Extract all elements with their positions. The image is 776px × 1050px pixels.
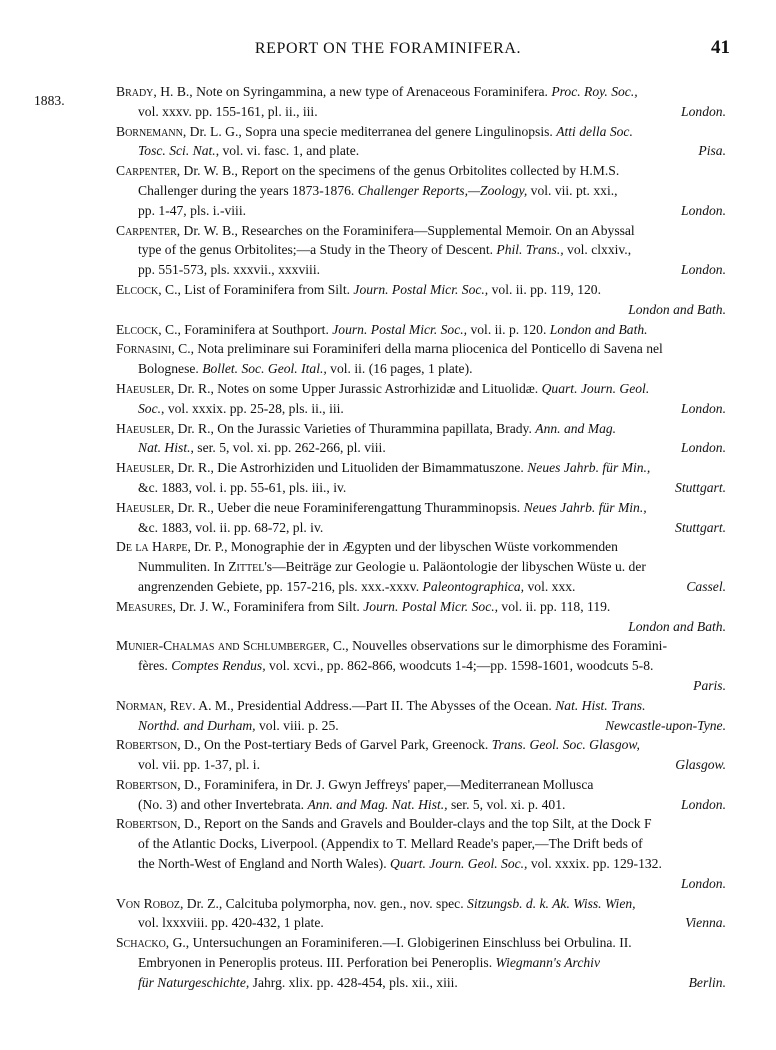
line-text [138,856,662,871]
journal-title: Bollet. Soc. Geol. Ital., [202,361,327,377]
entry-line [116,696,726,716]
line-text [628,619,726,634]
journal-title: Ann. and Mag. [535,420,617,436]
citation-text: , D., Foraminifera, in Dr. J. Gwyn Jeffreys' paper,—Mediterranean Mollusca [177,776,594,792]
line-text [138,440,386,455]
citation-text: , D., On the Post-tertiary Beds of Garvel Park, Greenock. [177,737,492,753]
entry-line [116,854,726,874]
citation-text: vol. vii. pp. 1-37, pl. i. [138,757,260,773]
line-text [116,322,648,337]
year-label: 1883. [34,93,65,108]
author-name: Haeusler [116,420,171,436]
author-name: Elcock [116,281,159,297]
citation-text: fères. [138,658,172,674]
publication-place: Berlin. [688,974,726,990]
citation-text: vol. ii. pp. 118, 119. [498,598,611,614]
entry-line [116,973,726,993]
citation-text: &c. 1883, vol. ii. pp. 68-72, pl. iv. [138,519,324,535]
journal-title: Ann. and Mag. Nat. Hist., [307,796,448,812]
line-text [138,757,260,772]
citation-text: pp. 1-47, pls. i.-viii. [138,202,246,218]
bibliography-entry [116,161,726,220]
publication-place: London. [681,103,726,119]
line-text [138,104,318,119]
journal-title: Journ. Postal Micr. Soc., [332,321,468,337]
citation-text: , Dr. W. B., Report on the specimens of the genus Orbitolites collected by H.M.S. [176,163,620,179]
line-text [116,223,635,238]
line-text [116,638,667,653]
line-text [138,242,631,257]
entry-line [116,82,726,102]
line-text [138,797,565,812]
journal-title: Comptes Rendus, [171,658,266,674]
citation-text: A. M., Presidential Address.—Part II. The Abysses of the Ocean. [195,697,556,713]
entry-line [116,478,726,498]
publication-place: Cassel. [686,578,726,594]
line-text [116,381,649,396]
entry-line [116,339,726,359]
entry-line [116,874,726,894]
line-text [116,282,601,297]
citation-text: vol. xxx. [524,578,576,594]
citation-text: Nummuliten. In [138,559,229,575]
author-name: Munier-Chalmas and Schlumberger [116,638,327,654]
citation-text: , Dr. J. W., Foraminifera from Silt. [172,598,364,614]
publication-place: London. [681,440,726,456]
line-text [138,559,646,574]
publication-place: Pisa. [698,143,726,159]
line-text [116,500,647,515]
author-name: Bornemann [116,123,183,139]
bibliography-entry [116,122,726,162]
page-number: 41 [711,37,730,58]
citation-text: , Dr. W. B., Researches on the Foraminifera—Supplemental Memoir. On an Abyssal [176,222,635,238]
bibliography-entry [116,339,726,379]
citation-text: pp. 551-573, pls. xxxvii., xxxviii. [138,262,321,278]
running-title: REPORT ON THE FORAMINIFERA. [254,40,522,57]
citation-text: , Dr. R., Ueber die neue Foraminiferengattung Thuramminopsis. [170,499,524,515]
line-text [116,84,638,99]
line-text [138,183,618,198]
journal-title: Journ. Postal Micr. Soc., [353,281,489,297]
publication-place: London and Bath. [628,618,726,634]
line-text [116,421,616,436]
entry-line [116,894,726,914]
bibliography-entry [116,320,726,340]
bibliography-entry [116,419,726,459]
citation-text: Embryonen in Peneroplis proteus. III. Perforation bei Peneroplis. [138,955,496,971]
journal-title: Sitzungsb. d. k. Ak. Wiss. Wien, [467,895,636,911]
author-name: Fornasini [116,341,172,357]
author-name: Zittel [228,559,265,575]
bibliography-entry [116,498,726,538]
entry-line [116,161,726,181]
journal-title: Paleontographica, [422,578,525,594]
line-text [116,341,663,356]
entry-line [116,359,726,379]
entry-line [116,557,726,577]
line-text [138,579,575,594]
running-head [0,37,776,64]
citation-text: angrenzenden Gebiete, pp. 157-216, pls. xxx.-xxxv. [138,578,423,594]
line-text [138,975,458,990]
citation-text: vol. viii. p. 25. [255,717,339,733]
author-name: Haeusler [116,460,171,476]
entry-line [116,300,726,320]
citation-text: , Dr. L. G., Sopra una specie mediterranea del genere Lingulinopsis. [182,123,557,139]
author-name: Carpenter [116,163,177,179]
line-text [138,203,246,218]
publication-place: London. [681,262,726,278]
bibliography-entry [116,82,726,122]
line-text [138,401,344,416]
line-text [138,915,324,930]
entry-line [116,676,726,696]
journal-title: Nat. Hist. Trans. [555,697,646,713]
bibliography-list [116,82,726,993]
entry-line [116,240,726,260]
entry-line [116,716,726,736]
entry-line [116,597,726,617]
line-text [138,658,653,673]
entry-line [116,518,726,538]
author-name: Elcock [116,321,159,337]
author-name: Schacko [116,935,166,951]
entry-line [116,320,726,340]
publication-place: London and Bath. [628,301,726,317]
line-text [116,777,593,792]
entry-line [116,141,726,161]
entry-line [116,498,726,518]
entry-line [116,814,726,834]
entry-line [116,933,726,953]
publication-place: Vienna. [685,915,726,931]
citation-text: vol. xxxix. pp. 129-132. [527,856,662,872]
line-text [116,698,645,713]
citation-text: , H. B., Note on Syringammina, a new type of Arenaceous Foraminifera. [153,84,552,99]
entry-line [116,755,726,775]
citation-text: , D., Report on the Sands and Gravels and Boulder-clays and the top Silt, at the Dock F [177,816,652,832]
entry-line [116,102,726,122]
author-name: Measures [116,598,173,614]
bibliography-entry [116,814,726,893]
citation-text: , vol. xxxix. pp. 25-28, pls. ii., iii. [161,400,344,416]
entry-line [116,795,726,815]
citation-text: , C., Nota preliminare sui Foraminiferi della marna pliocenica del Ponticello di Savena nel [171,341,663,357]
citation-text: 's—Beiträge zur Geologie u. Paläontologie der libyschen Wüste u. der [264,559,646,575]
journal-title: Journ. Postal Micr. Soc., [363,598,499,614]
bibliography-entry [116,735,726,775]
entry-line [116,834,726,854]
entry-line [116,458,726,478]
entry-line [116,775,726,795]
publication-place: London. [681,400,726,416]
entry-line [116,735,726,755]
journal-title: Trans. Geol. Soc. Glasgow, [491,737,640,753]
line-text [116,163,619,178]
journal-title: Neues Jahrb. für Min., [523,499,647,515]
journal-title: Neues Jahrb. für Min., [527,460,651,476]
bibliography-entry [116,933,726,992]
bibliography-entry [116,894,726,934]
citation-text: vol. xcvi., pp. 862-866, woodcuts 1-4;—pp. 1598-1601, woodcuts 5-8. [265,658,654,674]
citation-text: ser. 5, vol. xi. p. 401. [447,796,566,812]
bibliography-entry [116,775,726,815]
bibliography-entry [116,379,726,419]
publication-place: Stuttgart. [675,519,726,535]
journal-title: Challenger Reports,—Zoology, [357,182,528,198]
entry-line [116,438,726,458]
line-text [116,896,636,911]
citation-text: of the Atlantic Docks, Liverpool. (Appendix to T. Mellard Reade's paper,—The Drift beds of [138,836,643,852]
citation-text: , C., Foraminifera at Southport. [158,321,333,337]
line-text [138,836,643,851]
line-text [116,737,640,752]
citation-text: , ser. 5, vol. xi. pp. 262-266, pl. viii. [190,440,386,456]
entry-line [116,379,726,399]
line-text [693,678,726,693]
bibliography-entry [116,458,726,498]
journal-title: Quart. Journ. Geol. Soc., [390,856,528,872]
publication-place: Newcastle-upon-Tyne. [605,717,726,733]
bibliography-entry [116,221,726,280]
journal-title: für Naturgeschichte, [138,974,250,990]
entry-line [116,122,726,142]
citation-text: &c. 1883, vol. i. pp. 55-61, pls. iii., iv. [138,479,347,495]
bibliography-entry [116,696,726,736]
citation-text: (No. 3) and other Invertebrata. [138,796,308,812]
author-name: Robertson [116,816,178,832]
entry-line [116,953,726,973]
citation-text: vol. ii. (16 pages, 1 plate). [326,361,473,377]
author-name: Brady [116,84,154,99]
citation-text: type of the genus Orbitolites;—a Study in the Theory of Descent. [138,242,497,258]
entry-line [116,617,726,637]
entry-line [116,201,726,221]
bibliography-entry [116,537,726,596]
citation-text: vol. clxxiv., [563,242,632,258]
bibliography-entry [116,597,726,637]
citation-text: vol. vii. pt. xxi., [527,182,618,198]
author-name: Carpenter [116,222,177,238]
citation-text: vol. lxxxviii. pp. 420-432, 1 plate. [138,915,324,931]
journal-title: London and Bath. [549,321,648,337]
line-text [138,262,320,277]
author-name: Haeusler [116,499,171,515]
publication-place: Glasgow. [675,757,726,773]
publication-place: London. [681,875,726,891]
citation-text: , Dr. R., Notes on some Upper Jurassic Astrorhizidæ and Lituolidæ. [170,380,542,396]
citation-text: , G., Untersuchungen an Foraminiferen.—I. Globigerinen Einschluss bei Orbulina. II. [165,935,632,951]
citation-text: , C., List of Foraminifera from Silt. [158,281,354,297]
author-name: Von Roboz [116,895,180,911]
line-text [138,520,323,535]
journal-title: Northd. and Durham, [138,717,256,733]
journal-title: Proc. Roy. Soc., [551,84,638,99]
citation-text: vol. xxxv. pp. 155-161, pl. ii., iii. [138,103,318,119]
journal-title: Atti della Soc. [556,123,633,139]
bibliography-entry [116,280,726,320]
publication-place: Stuttgart. [675,479,726,495]
line-text [116,935,632,950]
publication-place: Paris. [693,677,726,693]
entry-line [116,537,726,557]
citation-text: the North-West of England and North Wales). [138,856,391,872]
line-text [116,460,650,475]
citation-text: , Dr. P., Monographie der in Ægypten und der libyschen Wüste vorkommenden [187,539,618,555]
journal-title: Phil. Trans., [496,242,564,258]
author-name: Robertson [116,737,178,753]
citation-text: vol. ii. p. 120. [467,321,550,337]
line-text [138,480,346,495]
citation-text: , Dr. R., On the Jurassic Varieties of Thurammina papillata, Brady. [170,420,536,436]
citation-text: Jahrg. xlix. pp. 428-454, pls. xii., xiii. [249,974,458,990]
line-text [116,124,633,139]
entry-line [116,399,726,419]
journal-title: Wiegmann's Archiv [495,955,600,971]
line-text [681,876,726,891]
line-text [138,955,600,970]
entry-line [116,656,726,676]
journal-title: Soc. [138,400,162,416]
citation-text: , C., Nouvelles observations sur le dimorphisme des Foramini- [326,638,667,654]
publication-place: London. [681,796,726,812]
citation-text: , Dr. Z., Calcituba polymorpha, nov. gen., nov. spec. [179,895,468,911]
publication-place: London. [681,202,726,218]
entry-line [116,913,726,933]
line-text [116,539,618,554]
line-text [138,361,473,376]
entry-line [116,221,726,241]
citation-text: , Dr. R., Die Astrorhiziden und Lituoliden der Bimammatuszone. [170,460,528,476]
citation-text: Challenger during the years 1873-1876. [138,182,358,198]
author-name: De la Harpe [116,539,188,555]
journal-title: Quart. Journ. Geol. [541,380,650,396]
line-text [138,143,359,158]
citation-text: Bolognese. [138,361,203,377]
entry-line [116,419,726,439]
citation-text: vol. ii. pp. 119, 120. [488,281,601,297]
author-name: Haeusler [116,380,171,396]
entry-line [116,181,726,201]
bibliography-entry [116,636,726,695]
entry-line [116,280,726,300]
line-text [628,302,726,317]
citation-text: , vol. vi. fasc. 1, and plate. [215,143,360,159]
journal-title: Tosc. Sci. Nat. [138,143,216,159]
author-name: Robertson [116,776,178,792]
entry-line [116,577,726,597]
journal-title: Nat. Hist. [138,440,191,456]
line-text [138,718,339,733]
entry-line [116,636,726,656]
author-name: Norman, Rev. [116,697,196,713]
line-text [116,599,610,614]
line-text [116,816,652,831]
entry-line [116,260,726,280]
